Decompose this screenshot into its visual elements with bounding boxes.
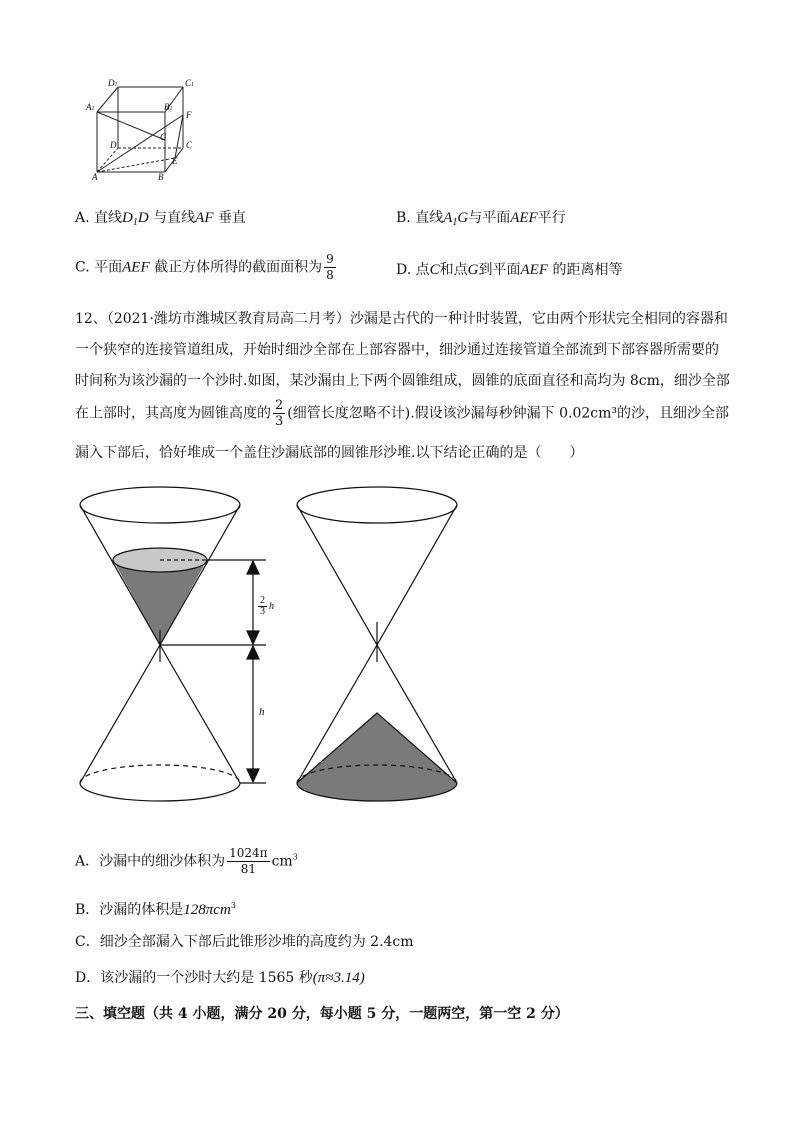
label-G: G <box>160 132 167 142</box>
label-E: E <box>172 156 178 166</box>
label-B: B <box>158 172 164 182</box>
right-top-rim <box>297 487 457 523</box>
label-B1: B1 <box>164 102 173 112</box>
left-bottom-rim-back <box>80 765 240 783</box>
left-bottom-rim-front <box>80 783 240 801</box>
label-D: D <box>110 140 117 150</box>
q11-option-b: B. 直线$A_1G$与平面AEF平行 <box>396 210 566 228</box>
q12-line-4: 在上部时，其高度为圆锥高度的 $\frac{2}{3}$ (细管长度忽略不计).假设该沙漏每秒钟漏下 0.02cm³的沙，且细沙全部 <box>75 398 730 429</box>
label-A: A <box>92 172 98 182</box>
q12-line-1: 12、（2021·潍坊市潍城区教育局高二月考）沙漏是古代的一种计时装置，它由两个形状完全相同的容器和 <box>75 311 728 327</box>
label-D1: D1 <box>108 78 118 88</box>
right-lower-sand <box>297 713 457 801</box>
label-A1: A1 <box>86 102 95 112</box>
label-F: F <box>186 110 192 120</box>
q12-option-c: C．细沙全部漏入下部后此锥形沙堆的高度约为 2.4cm <box>75 934 414 950</box>
q11-option-d: D. 点C和点G到平面AEF 的距离相等 <box>396 262 623 278</box>
q12-line-3: 时间称为该沙漏的一个沙时.如图，某沙漏由上下两个圆锥组成，圆锥的底面直径和高均为 8cm，细沙全部 <box>75 373 730 389</box>
label-two-thirds-h: $\frac{2}{3}$ h <box>260 595 274 617</box>
q12-option-b: B．沙漏的体积是128πcm$^3$ <box>75 901 236 918</box>
left-top-rim <box>80 487 240 523</box>
q12-option-a: A．沙漏中的细沙体积为 $\frac{1024\pi}{81}$ $cm^3$ <box>75 846 298 876</box>
q11-option-c: C. 平面AEF 截正方体所得的截面面积为 $\frac{9}{8}$ <box>75 252 334 282</box>
hourglass-figure <box>75 485 475 810</box>
q12-line-5: 漏入下部后，恰好堆成一个盖住沙漏底部的圆锥形沙堆.以下结论正确的是（ ） <box>75 445 584 461</box>
q12-option-d: D．该沙漏的一个沙时大约是 1565 秒(π≈3.14) <box>75 970 365 986</box>
q12-line-2: 一个狭窄的连接管道组成，开始时细沙全部在上部容器中，细沙通过连接管道全部流到下部容器所需要的 <box>75 342 719 358</box>
section-3-heading: 三、填空题（共 4 小题，满分 20 分，每小题 5 分，一题两空，第一空 2 分） <box>75 1006 569 1022</box>
q11-option-a: A. 直线$D_1D$ 与直线AF 垂直 <box>75 210 246 228</box>
label-h: h <box>259 706 265 718</box>
label-C: C <box>186 140 193 150</box>
label-C1: C1 <box>185 78 195 88</box>
